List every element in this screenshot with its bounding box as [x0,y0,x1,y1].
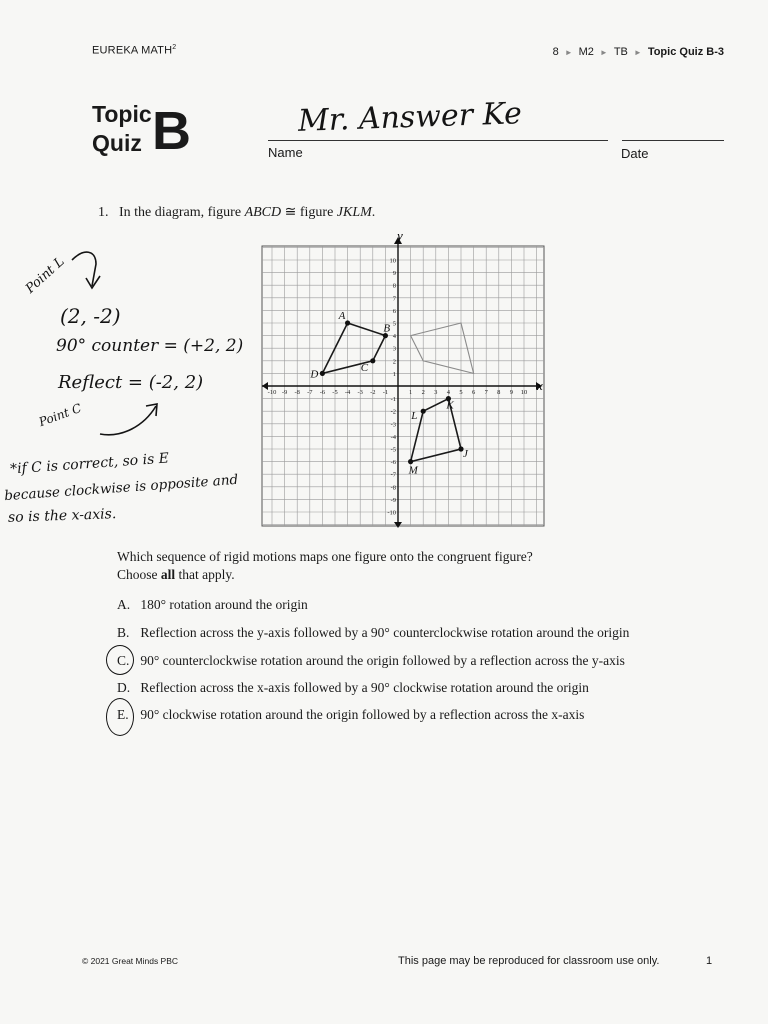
stem-prefix: In the diagram, figure [119,205,242,220]
x-tick-label: -8 [294,389,300,396]
y-axis-label: y [397,228,403,243]
x-tick-label: 3 [434,389,438,396]
instruction-post: that apply. [178,567,235,582]
y-tick-label: 1 [392,370,396,378]
vertex-label-d: D [310,368,319,381]
vertex-label-c: C [360,361,369,374]
prompt-text: Which sequence of rigid motions maps one figure onto the congruent figure? [117,549,533,564]
y-tick-label: 10 [389,257,396,265]
y-tick-label: 4 [392,333,396,341]
x-tick-label: -7 [307,389,313,396]
option-d[interactable] [117,680,589,696]
x-tick-label: 6 [471,389,476,396]
y-tick-label: -5 [390,446,396,454]
y-tick-label: -7 [390,471,396,479]
option-text: 90° counterclockwise rotation around the origin followed by a reflection across the y-axis [140,653,625,668]
x-tick-label: -1 [382,389,389,396]
y-axis-arrow-down-icon [394,522,402,528]
vertex-label-l: L [411,410,418,423]
option-a[interactable] [117,597,308,613]
coordinate-graph [258,226,550,532]
option-e[interactable] [117,707,584,723]
figure-abcd [309,310,390,380]
question-prompt [117,548,533,584]
x-tick-label: 8 [497,389,501,396]
vertex-label-a: A [338,310,346,322]
brand-name: EUREKA MATH [92,44,173,57]
breadcrumb-grade: 8 [552,46,559,58]
note-conclusion-1: *if C is correct, so is E [9,450,170,478]
note-coord-original: (2, -2) [60,304,121,328]
vertex-point-d [320,371,325,376]
note-reflect: Reflect = (-2, 2) [58,372,204,393]
y-tick-label: 9 [392,270,396,278]
x-tick-label: -6 [319,389,326,396]
x-tick-label: -2 [370,389,376,396]
figure-jklm-name: JKLM [336,205,372,220]
note-rotate: 90° counter = (+2, 2) [56,336,244,356]
brand-logo [92,44,176,57]
question-number: 1. [98,205,109,220]
vertex-point-c [370,358,375,363]
y-tick-label: 3 [392,345,396,353]
title-word-quiz: Quiz [92,130,142,156]
question-stem [98,204,375,221]
option-text: 180° rotation around the origin [140,597,308,612]
note-point-l-top: Point L [22,254,68,297]
y-tick-label: -8 [390,484,396,492]
vertex-point-l [421,409,426,414]
x-tick-label: 7 [484,389,488,396]
congruent-symbol: ≅ [284,205,297,220]
x-tick-label: -4 [344,389,351,396]
vertex-label-m: M [408,464,418,477]
option-letter: E. [117,707,129,722]
y-tick-label: -6 [390,459,396,467]
name-handwriting: Mr. Answer Ke [297,96,523,139]
option-b[interactable] [117,625,629,641]
y-tick-label: 7 [392,295,396,303]
prompt-instruction [117,566,533,584]
footer-copyright: © 2021 Great Minds PBC [82,956,179,966]
x-tick-label: -5 [332,389,338,396]
x-tick-label: 1 [408,389,413,396]
y-tick-label: -1 [390,396,396,404]
breadcrumb-module: M2 [578,46,594,58]
option-text: Reflection across the y-axis followed by a 90° counterclockwise rotation around the origin [140,625,630,640]
note-point-c: Point C [36,400,84,430]
x-tick-label: 4 [446,389,451,396]
axes [262,237,542,528]
x-tick-label: 5 [459,389,463,396]
name-field-line[interactable] [268,140,608,141]
chevron-right-icon: ► [599,48,608,57]
arrow-down-icon [62,246,112,296]
chevron-right-icon: ► [564,48,573,57]
arrow-up-right-icon [96,398,166,442]
x-tick-label: 9 [509,389,514,396]
y-tick-label: -10 [387,509,396,517]
vertex-label-k: K [446,399,454,412]
x-tick-label: -9 [281,389,288,396]
vertex-label-j: J [463,448,468,460]
date-field-line[interactable] [622,140,724,141]
x-tick-label: 10 [520,389,528,396]
breadcrumb [553,46,724,58]
footer-note: This page may be reproduced for classroom use only. [398,955,660,967]
y-tick-label: 6 [392,307,396,315]
y-tick-label: -2 [390,408,396,416]
page-number: 1 [706,955,713,967]
brand-superscript: 2 [172,44,177,51]
y-tick-label: 2 [392,358,396,366]
title-letter: B [152,101,191,161]
instruction-bold: all [160,567,176,582]
stem-mid: figure [299,205,334,220]
date-label: Date [621,146,649,161]
option-text: Reflection across the x-axis followed by a 90° clockwise rotation around the origin [140,680,589,695]
option-letter: B. [117,625,130,640]
title-word-topic: Topic [92,101,152,127]
breadcrumb-book: TB [613,46,628,58]
note-conclusion-2: because clockwise is opposite and [3,471,239,505]
option-c[interactable] [117,653,625,669]
chevron-right-icon: ► [633,48,642,57]
option-text: 90° clockwise rotation around the origin followed by a reflection across the x-axis [140,707,585,722]
option-letter: D. [117,680,131,695]
x-tick-label: -10 [267,389,277,396]
name-label: Name [268,145,303,160]
instruction-pre: Choose [117,567,158,582]
vertex-point-m [408,459,413,464]
note-conclusion-3: so is the x-axis. [7,506,117,526]
breadcrumb-current: Topic Quiz B-3 [647,46,724,58]
page-title [92,100,152,158]
x-tick-label: -3 [357,389,363,396]
vertex-point-a [345,320,350,325]
y-tick-label: 8 [392,282,396,290]
y-tick-label: -9 [390,496,396,504]
option-letter: C. [117,653,130,668]
x-axis-label: x [537,378,543,393]
stem-end: . [371,205,376,220]
y-tick-label: -3 [390,421,396,429]
y-tick-label: -4 [390,433,396,441]
option-letter: A. [117,597,131,612]
vertex-label-b: B [383,322,391,335]
x-tick-label: 2 [421,389,425,396]
figure-abcd-name: ABCD [244,205,282,220]
y-tick-label: 5 [392,320,396,328]
